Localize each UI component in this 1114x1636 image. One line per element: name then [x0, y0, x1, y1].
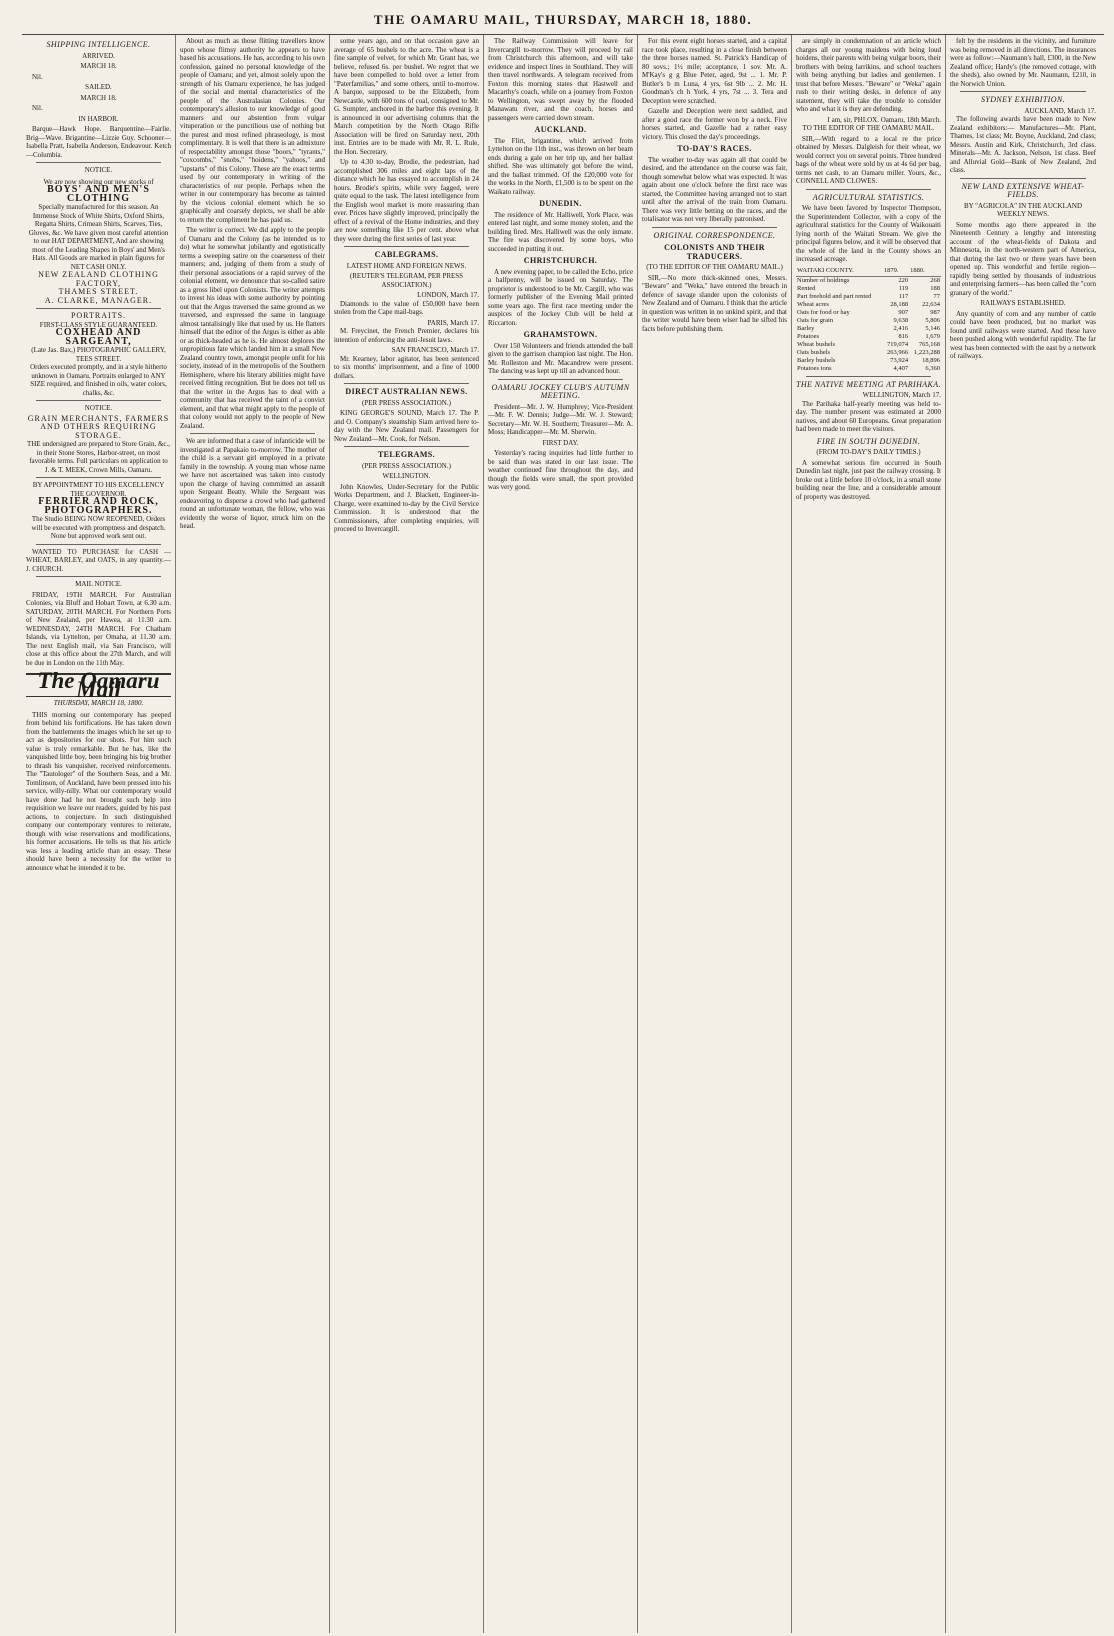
fire-note: (FROM TO-DAY'S DAILY TIMES.): [816, 448, 921, 456]
table-cell: 987: [930, 308, 940, 316]
column-6: [792, 35, 946, 1633]
railways-text: Any quantity of corn and any number of cattle could have been produced, but no market was found until railways were started. And these have been pushed along with wonderful rapidity. The far west has been connected with the east by a network of railways.: [950, 309, 1096, 360]
issue-date: THURSDAY, MARCH 18, 1880.: [53, 699, 144, 707]
meek-signature: J. & T. MEEK, Crown Mills, Oamaru.: [44, 465, 153, 474]
table-cell: 2,416: [893, 324, 909, 332]
table-row: [796, 293, 941, 301]
divider: [960, 91, 1086, 92]
column-4: [484, 35, 638, 1633]
appointment-line: BY APPOINTMENT TO HIS EXCELLENCY THE GOVERNOR.: [32, 481, 165, 498]
notice2-heading: NOTICE.: [84, 404, 113, 412]
table-row: [796, 325, 941, 333]
coxhead-text: Orders executed promptly, and in a style hitherto unknown in Oamaru. Portraits enlarged to ANY SIZE required, and finished in oils, water colors, chalks, &c.: [30, 363, 167, 397]
telegrams-note: (PER PRESS ASSOCIATION.): [362, 461, 451, 470]
cablegrams-note: (REUTER'S TELEGRAM, PER PRESS ASSOCIATION.): [349, 272, 464, 289]
table-row: [796, 317, 941, 325]
exhibition-heading: SYDNEY EXHIBITION.: [980, 95, 1066, 104]
statistics-table: [796, 266, 941, 373]
fire-text: A somewhat serious fire occurred in South Dunedin last night, just past the railway crossing. It broke out a little before 10 o'clock, in a small stone building near the line, and a considerable amount of property was destroyed.: [796, 458, 941, 501]
ferrier-ad: [26, 481, 171, 541]
jockey-club-heading: OAMARU JOCKEY CLUB'S AUTUMN MEETING.: [491, 382, 630, 400]
portraits-sub: FIRST-CLASS STYLE GUARANTEED.: [39, 320, 158, 329]
nameplate: The Oamaru Mail: [26, 673, 171, 697]
coxhead-name: COXHEAD AND SARGEANT,: [55, 327, 142, 347]
divider: [190, 433, 315, 434]
ferrier-text: The Studio BEING NOW REOPENED, Orders will be executed with promptness and despatch. None but approved work sent out.: [31, 515, 166, 540]
dateline-london: LONDON, March 17.: [417, 291, 479, 299]
auckland-heading: AUCKLAND.: [534, 125, 587, 134]
table-cell: Oats for food or hay: [797, 308, 850, 316]
table-row: [796, 357, 941, 365]
sailed-heading: SAILED.: [85, 83, 112, 91]
wheat-fields-text: Some months ago there appeared in the Nineteenth Century a lengthy and interesting account of the wheat-fields of Dakota and Minnesota, in the north-western part of America, that during the last two or three years have been opened up. This wonderful and fertile region—rapidly being settled by thousands of industrious and enterprising farmers—has been called the "corn granary of the world.": [950, 220, 1096, 297]
divider: [36, 477, 161, 478]
divider: [36, 308, 161, 309]
grain-text: THE undersigned are prepared to Store Grain, &c., in their Stone Stores, Harbor-street, on most favorable terms. Full particulars on application to: [26, 440, 171, 465]
divider: [36, 544, 161, 545]
australian-news-text: KING GEORGE'S SOUND, March 17. The P. and O. Company's steamship Siam arrived here to-day with the New Zealand mail. Passengers for New Zealand—Mr. Cook, for Nelson.: [334, 409, 479, 443]
wanted-ad: WANTED TO PURCHASE for CASH —WHEAT, BARLEY, and OATS, in any quantity.—J. CHURCH.: [26, 547, 171, 573]
divider: [498, 379, 623, 380]
dateline-paris: PARIS, March 17.: [427, 318, 479, 327]
cable-text: Diamonds to the value of £50,000 have been stolen from the Cape mail-bags.: [334, 299, 479, 316]
grain-heading: GRAIN MERCHANTS, FARMERS AND OTHERS REQUIRING STORAGE.: [27, 413, 170, 440]
telegrams-place: WELLINGTON.: [382, 472, 431, 480]
table-year-1880: 1880.: [909, 266, 941, 277]
letter-text: SIR,—No more thick-skinned ones, Messrs. "Beware" and "Weka," have entered the breach in defence of savage slander upon the colonists of New Zealand and of Oamaru. I think that the article in question was written in no unkind spirit, and that the writer would have been wiser had he sifted his facts before publishing them.: [642, 273, 787, 333]
table-cell: 268: [930, 276, 940, 284]
agricultural-statistics-text: We have been favored by Inspector Thompson, the Superintendent Collector, with a copy of the agricultural statistics for the County of Waikouaiti lying north of the Waitati Stream. We give the principal figures below, and it will be observed that the whole of the land in the County shows an increased acreage.: [796, 204, 941, 263]
divider: [806, 189, 931, 190]
table-cell: Number of holdings: [797, 276, 850, 284]
divider: [960, 178, 1086, 179]
telegrams-heading: TELEGRAMS.: [377, 450, 436, 459]
clothing-intro: We are now showing our new stocks of: [43, 177, 154, 186]
arrived-heading: ARRIVED.: [82, 51, 115, 60]
table-row: [796, 341, 941, 349]
table-cell: 907: [898, 308, 909, 316]
table-cell: 5,806: [925, 316, 940, 324]
column-3: [330, 35, 484, 1633]
table-cell: 1,223,288: [914, 348, 940, 356]
table-row: [796, 309, 941, 317]
native-meeting-dateline: WELLINGTON, March 17.: [862, 391, 941, 399]
divider: [36, 576, 161, 577]
christchurch-text: A new evening paper, to be called the Echo, price a halfpenny, will be issued on Saturday. The proprietor is understood to be Mr. Cargill, who was formerly publisher of the Evening Mail printed some years ago. The first race meeting under the auspices of the Jockey Club will be held at Riccarton.: [488, 267, 633, 327]
grain-ad: [26, 404, 171, 474]
table-cell: Wheat bushels: [797, 340, 836, 348]
table-cell: 28,188: [890, 300, 909, 308]
todays-races-text: The weather to-day was again all that could be desired, and the attendance on the course was fair, though somewhat below what was expected. It was again about one o'clock before the first race was started, the Committee having arranged not to start until after the arrival of the train from Oamaru. There was very little betting on the races, and the totalisator was not very liberally patronised.: [642, 155, 787, 223]
fire-continued-text: felt by the residents in the vicinity, and furniture was being removed in all directions. The insurances were as follow:—Naumann's hall, £300, in the New Zealand office; Hardy's (the removed cottage, with the sheds), also owned by Mr. Naumann, £210, in the Norwich Union.: [950, 37, 1096, 88]
table-cell: Potatoes tons: [797, 364, 832, 372]
race-results-text: Gazelle and Deception were next saddled, and after a good race the former won by a neck. Five horses started, and Gazelle had a rather easy victory. This closed the day's proceedings.: [642, 107, 787, 141]
grahamstown-heading: GRAHAMSTOWN.: [523, 330, 598, 339]
correspondence-heading: ORIGINAL CORRESPONDENCE.: [653, 230, 776, 240]
table-cell: Wheat acres: [797, 300, 829, 308]
agricultural-statistics-heading: AGRICULTURAL STATISTICS.: [812, 192, 925, 202]
table-row: [796, 349, 941, 357]
portraits-title: PORTRAITS.: [70, 311, 127, 320]
table-cell: 816: [898, 332, 909, 340]
todays-races-heading: TO-DAY'S RACES.: [677, 144, 752, 153]
table-cell: Rented: [797, 284, 816, 292]
divider: [36, 400, 161, 401]
clothing-title: BOYS' AND MEN'S CLOTHING: [47, 184, 150, 204]
native-meeting-heading: THE NATIVE MEETING AT PARIHAKA.: [796, 379, 941, 389]
dateline-san-francisco: SAN FRANCISCO, March 17.: [391, 346, 479, 354]
letter-to-editor: (TO THE EDITOR OF THE OAMARU MAIL.): [646, 263, 783, 271]
ferrier-name: FERRIER AND ROCK, PHOTOGRAPHERS.: [38, 496, 159, 516]
table-cell: 4,407: [893, 364, 909, 372]
native-meeting-text: The Parihaka half-yearly meeting was held to-day. The number present was estimated at 2000 natives, and about 60 Europeans. Great preparation had been made to meet the visitors.: [796, 399, 941, 433]
columns: [22, 35, 1104, 1633]
table-title: WAITAKI COUNTY.: [796, 266, 883, 277]
table-cell: Potatoes: [797, 332, 820, 340]
column-1: [22, 35, 176, 1633]
table-cell: Barley bushels: [797, 356, 836, 364]
table-cell: 220: [898, 276, 909, 284]
dunedin-heading: DUNEDIN.: [539, 199, 582, 208]
sailed-date: MARCH 18.: [80, 93, 117, 102]
column-7: [946, 35, 1100, 1633]
table-row: [796, 285, 941, 293]
table-cell: Part freehold and part rented: [797, 292, 872, 300]
mail-notice-text: FRIDAY, 19TH MARCH. For Australian Colonies, via Bluff and Hobart Town, at 6.30 a.m. SATURDAY, 20TH MARCH. For Northern Ports of New Zealand, per Hawea, at 11.30 a.m. WEDNESDAY, 24TH MARCH. For Chatham Islands, via Lyttelton, per Omaha, at 11.30 a.m. The next English mail, via San Francisco, will close at this office about the 27th March, and will be due in London on the 11th May.: [26, 590, 171, 667]
table-year-1879: 1879.: [883, 266, 909, 277]
arrived-date: MARCH 18.: [80, 62, 117, 70]
jockey-club-text: President—Mr. J. W. Humphrey; Vice-President—Mr. F. W. Dennis; Judge—Mr. W. J. Steward; Secretary—Mr. W. H. Southern; Treasurer—Mr. A. Moss; Handicapper—Mr. M. Sherwin.: [488, 402, 633, 436]
cable-text: Mr. Kearney, labor agitator, has been sentenced to six months' imprisonment, and a fine of 1000 dollars.: [334, 354, 479, 380]
letter-signoff: I am, sir, PHLOX. Oamaru, 18th March.: [827, 115, 941, 124]
telegrams-text: John Knowles, Under-Secretary for the Public Works Department, and J. Blackett, Engineer-in-Charge, were examined to-day by the Civil Service Commission. It is understood that the Commissioners, after completing enquiries, will proceed to Invercargill.: [334, 482, 479, 533]
shipping-heading: SHIPPING INTELLIGENCE.: [46, 40, 151, 49]
table-row: [796, 276, 941, 285]
mail-notice-heading: MAIL NOTICE.: [75, 580, 122, 588]
article-text: The writer is correct. We did apply to the people of Oamaru and the Colony (as he intended us to do) what he somewhat jubilantly and egotistically terms a sweeping satire on the coarseness of their manners; and, judging of them from a study of their personal associations or a rapid survey of the colonial element, we denounce that so-called satire as a gross libel upon Colonists. The writer attempts to invest his ideas with some authority by pointing out that the Argus traversed the same ground as we traversed, and expressed the same in language almost tantalisingly like that used by us. He flatters himself that the editor of the Argus is either as able or as thick-headed as he is. He almost deplores the unpropitious fate which landed him in a small New Zealand country town, amongst people unfit for his society, instead of in the metropolis of the Southern Hemisphere, where his literary abilities might have received fitting recognition. But he does not tell us that the writer in the Argus has to deal with a community that has received the taint of a convict element, and that what might apply to the people of that colony would not apply to the people of New Zealand.: [180, 226, 325, 430]
arrived-entry: Nil.: [32, 72, 43, 81]
table-cell: 188: [930, 284, 940, 292]
cablegrams-heading: CABLEGRAMS.: [374, 250, 439, 259]
divider: [806, 376, 931, 377]
cablegrams-subheading: LATEST HOME AND FOREIGN NEWS.: [346, 261, 467, 270]
auckland-text: The Flirt, brigantine, which arrived from Lyttelton on the 11th inst., was thrown on her beam ends during a gale on her trip up, and her ballast shifted. She was ultimately got before the wind, and the ballast trimmed. Of the £20,000 vote for the works in the North, £1,500 is to be spent on the Waikato railway.: [488, 136, 633, 196]
divider: [344, 446, 469, 447]
divider: [36, 162, 161, 163]
masthead-text: THE OAMARU MAIL, THURSDAY, MARCH 18, 1880.: [373, 12, 753, 27]
table-cell: 1,679: [925, 332, 940, 340]
wheat-fields-byline: BY "AGRICOLA" IN THE AUCKLAND WEEKLY NEWS.: [963, 201, 1083, 218]
portraits-ad: [26, 312, 171, 397]
harbor-text: Barque—Hawk Hope. Barquentine—Fairlie. Brig—Wave. Brigantine—Lizzie Guy. Schooner—Isabella Pratt, Isabella Anderson, Endeavour. Ketch—Columbia.: [26, 125, 171, 159]
table-cell: 119: [898, 284, 909, 292]
local-news-text: some years ago, and on that occasion gave an average of 65 bushels to the acre. The wheat is a fine sample of velvet, for which Mr. Grant has, we believe, refused 6s. per bushel. We regret that we have been compelled to hold over a letter from "Paterfamilias," and some others, until to-morrow. A barque, supposed to be the Elizabeth, from Newcastle, with 600 tons of coal, consigned to Mr. G. Sumpter, anchored in the harbor this evening. It is announced in our advertising columns that the March competition by the North Otago Rifle Association will be fired on Saturday next, 20th inst. Entries are to be made with Mr. R. L. Rule, the Hon. Secretary.: [334, 37, 479, 156]
divider: [344, 246, 469, 247]
table-cell: 22,634: [922, 300, 940, 308]
clothing-text: Specially manufactured for this season. An Immense Stock of White Shirts, Oxford Shirts, Regatta Shirts, Crimean Shirts, Scarves, Ties, Gloves, &c. We have given most careful attention to our HAT DEPARTMENT, And are showing most of the Leading Shapes in Boys' and Men's Hats. All Goods are marked in plain figures for NET CASH ONLY.: [28, 203, 169, 271]
australian-news-heading: DIRECT AUSTRALIAN NEWS.: [345, 387, 468, 396]
fire-heading: FIRE IN SOUTH DUNEDIN.: [816, 436, 921, 446]
factory-street: THAMES STREET.: [58, 287, 139, 296]
table-cell: 6,360: [925, 364, 940, 372]
table-cell: Oats for grain: [797, 316, 834, 324]
table-row: [796, 333, 941, 341]
first-day-text: Yesterday's racing inquiries had little further to be said than was stated in our last issue. The weather continued fine throughout the day, and though the fields were small, the sport provided was very good.: [488, 449, 633, 491]
table-cell: 263,966: [887, 348, 909, 356]
telegram-text: The Railway Commission will leave for Invercargill to-morrow. They will proceed by rail from Christchurch this afternoon, and will take evidence and inspect lines in Southland. They will then travel northwards. A telegram received from Foxton this morning states that Hastwell and Macarthy's coach, while on a journey from Foxton to Wellington, was swept away by the flooded Manawatu river, and the coach, horses and passengers were carried down stream.: [488, 37, 633, 122]
australian-news-note: (PER PRESS ASSOCIATION.): [362, 398, 451, 407]
exhibition-dateline: AUCKLAND, March 17.: [1024, 106, 1096, 115]
divider: [652, 227, 777, 228]
table-cell: 719,074: [887, 340, 909, 348]
wheat-fields-heading: NEW LAND EXTENSIVE WHEAT-FIELDS.: [961, 181, 1085, 199]
coxhead-sub: (Late Jas. Bax,) PHOTOGRAPHIC GALLERY, TEES STREET.: [31, 346, 166, 363]
article-text: About as much as those flitting travellers know upon whose flimsy authority he appears to have based his accusations. He has, according to his own confession, gained no personal knowledge of the people of Oamaru; and yet, almost solely upon the strength of his Oamaru experience, he has judged of the social and mental characteristics of the people of the Australasian Colonies. Our contemporary's allusion to our knowledge of good manners and our abstention from vulgar vituperation or the punctilious use of nothing but the purest and most refined phraseology, is most complimentary. It is well that there is an admixture of respectability amongst those "boors," "tyrants," "coxcombs," "snobs," "hoidens," "yahoos," and "upstarts" of this Colony. These are the exact terms used by our contemporary in writing of the characteristics of our people. Perhaps when the writer in our contemporary has become as tainted by the vicious colonial element which he so graphically and coarsely depicts, we shall be able to return the compliment he has paid us.: [180, 37, 325, 224]
local-news-text: Up to 4.30 to-day, Brodie, the pedestrian, had accomplished 306 miles and eight laps of the distance which he has essayed to accomplish in 24 hours. Brodie's spirits, while very fagged, were quite equal to the task. The latest intelligence from the English wool market is more reassuring than ever. Prices have slightly improved, principally the effect of a revival of the Home industries, and they are now something like 15 per cent. above what they were during the first series of last year.: [334, 158, 479, 243]
table-cell: Barley: [797, 324, 815, 332]
railways-heading: RAILWAYS ESTABLISHED.: [980, 299, 1066, 307]
race-results-text: For this event eight horses started, and a capital race took place, resulting in a close finish between the three horses named. St. Patrick's Handicap of 80 sovs.; 1½ mile; acceptance, 1 sov. Mr. A. M'Kay's g g Blue Peter, aged, 9st ... 1. Mr. P. Butler's b m Luna, 4 yrs, 6st 9lb ... 2. Mr. H. Goodman's ch h York, 4 yrs, 7st ... 3. Tera and Deception were scratched.: [642, 37, 787, 105]
divider: [344, 383, 469, 384]
sailed-entry: Nil.: [32, 104, 43, 112]
harbor-heading: IN HARBOR.: [78, 114, 119, 123]
grahamstown-text: Over 150 Volunteers and friends attended the ball given to the garrison champion last night. The Hon. Mr. Rolleston and Mr. Macandrew were present. The dancing was kept up till an advanced hour.: [488, 341, 633, 375]
table-cell: 5,146: [925, 324, 940, 332]
first-day-heading: FIRST DAY.: [542, 438, 579, 447]
column-5: [638, 35, 792, 1633]
letter-to-editor: TO THE EDITOR OF THE OAMARU MAIL.: [802, 124, 935, 132]
table-cell: 77: [933, 292, 940, 300]
christchurch-heading: CHRISTCHURCH.: [523, 256, 598, 265]
masthead: [22, 6, 1104, 35]
leader-text: THIS morning our contemporary has peeped from behind his fortifications. He has taken down from the battlements the images which he set up to act as depositories for our shots. For him such value is truly remarkable. But he has, like the vanquished little boy, been bringing his big brother to thrash his vanquisher, received reinforcements. The "Tautologer" of the Southern Seas, and a Mr. Tomlinson, of Auckland, have been pressed into his service, willy-nilly. What our contemporary would have done had he not brought such help into requisition we leave our readers, guided by his past actions, to conjecture. In such distinguished company our contemporary ventures to reiterate, though with wise reservations and modifications, his former accusations. He tells us that his article was less a leading article than an essay. These should have been a necessity for the writer to announce what he intended it to be.: [26, 710, 171, 872]
table-cell: 765,168: [918, 340, 940, 348]
table-row: [796, 365, 941, 373]
table-cell: 18,896: [922, 356, 940, 364]
table-cell: 73,924: [890, 356, 909, 364]
column-2: [176, 35, 330, 1633]
exhibition-text: The following awards have been made to New Zealand exhibitors:— Manufactures—Mr. Plant, Thames, 1st class; Mr. Boyne, Auckland, 2nd class; Messrs. Austin and Kirk, Christchurch, 3rd class. Minerals—Mr. A. Jackson, Nelson, 1st class. Beef and Alluvial Gold—Bank of New Zealand, 2nd class.: [950, 115, 1096, 174]
letter-text: are simply in condemnation of an article which charges all our young maidens with being loud hoidens, their parents with being vulgar boors, their brothers with being larrikins, and school teachers with being anything but ladies and gentlemen. I trust that before Messrs. "Beware" or "Weka" again rush to their writing desks, in defence of any statement, they will take the trouble to consider who and what it is they are defending.: [796, 37, 941, 113]
table-cell: 117: [898, 292, 909, 300]
table-row: [796, 301, 941, 309]
local-news-text: We are informed that a case of infanticide will be investigated at Papakaio to-morrow. The mother of the child is a servant girl employed in a private family in the township. A young man whose name we have not ascertained was taken into custody upon the charge of having committed an assault upon Sergeant Beatty. While the Sergeant was endeavoring to disperse a crowd who had gathered round an unfortunate woman, the fellow, who was evidently the worse of liquor, struck him on the head.: [180, 437, 325, 530]
table-cell: Oats bushels: [797, 348, 831, 356]
cable-text: M. Freycinet, the French Premier, declares his intention of enforcing the anti-Jesuit laws.: [334, 327, 479, 344]
factory-manager: A. CLARKE, MANAGER.: [44, 295, 153, 305]
table-cell: 9,638: [893, 316, 909, 324]
letter-text: SIR,—With regard to a local re the price obtained by Messrs. Dalgleish for their wheat, we would correct you on several points. Three hundred bags of the wheat were sold by us at 4s 6d per bag, terms net cash, to an Oamaru miller. Yours, &c., CONNELL AND CLOWES.: [796, 134, 941, 185]
factory-name: NEW ZEALAND CLOTHING FACTORY,: [38, 270, 159, 288]
clothing-ad: [26, 178, 171, 306]
notice-heading: NOTICE.: [84, 166, 113, 174]
letter-title: COLONISTS AND THEIR TRADUCERS.: [664, 243, 765, 261]
dunedin-text: The residence of Mr. Halliwell, York Place, was entered last night, and some money stolen, and the building fired. Mrs. Halliwell was the only inmate. The fire was discovered by some boys, who succeeded in putting it out.: [488, 210, 633, 253]
